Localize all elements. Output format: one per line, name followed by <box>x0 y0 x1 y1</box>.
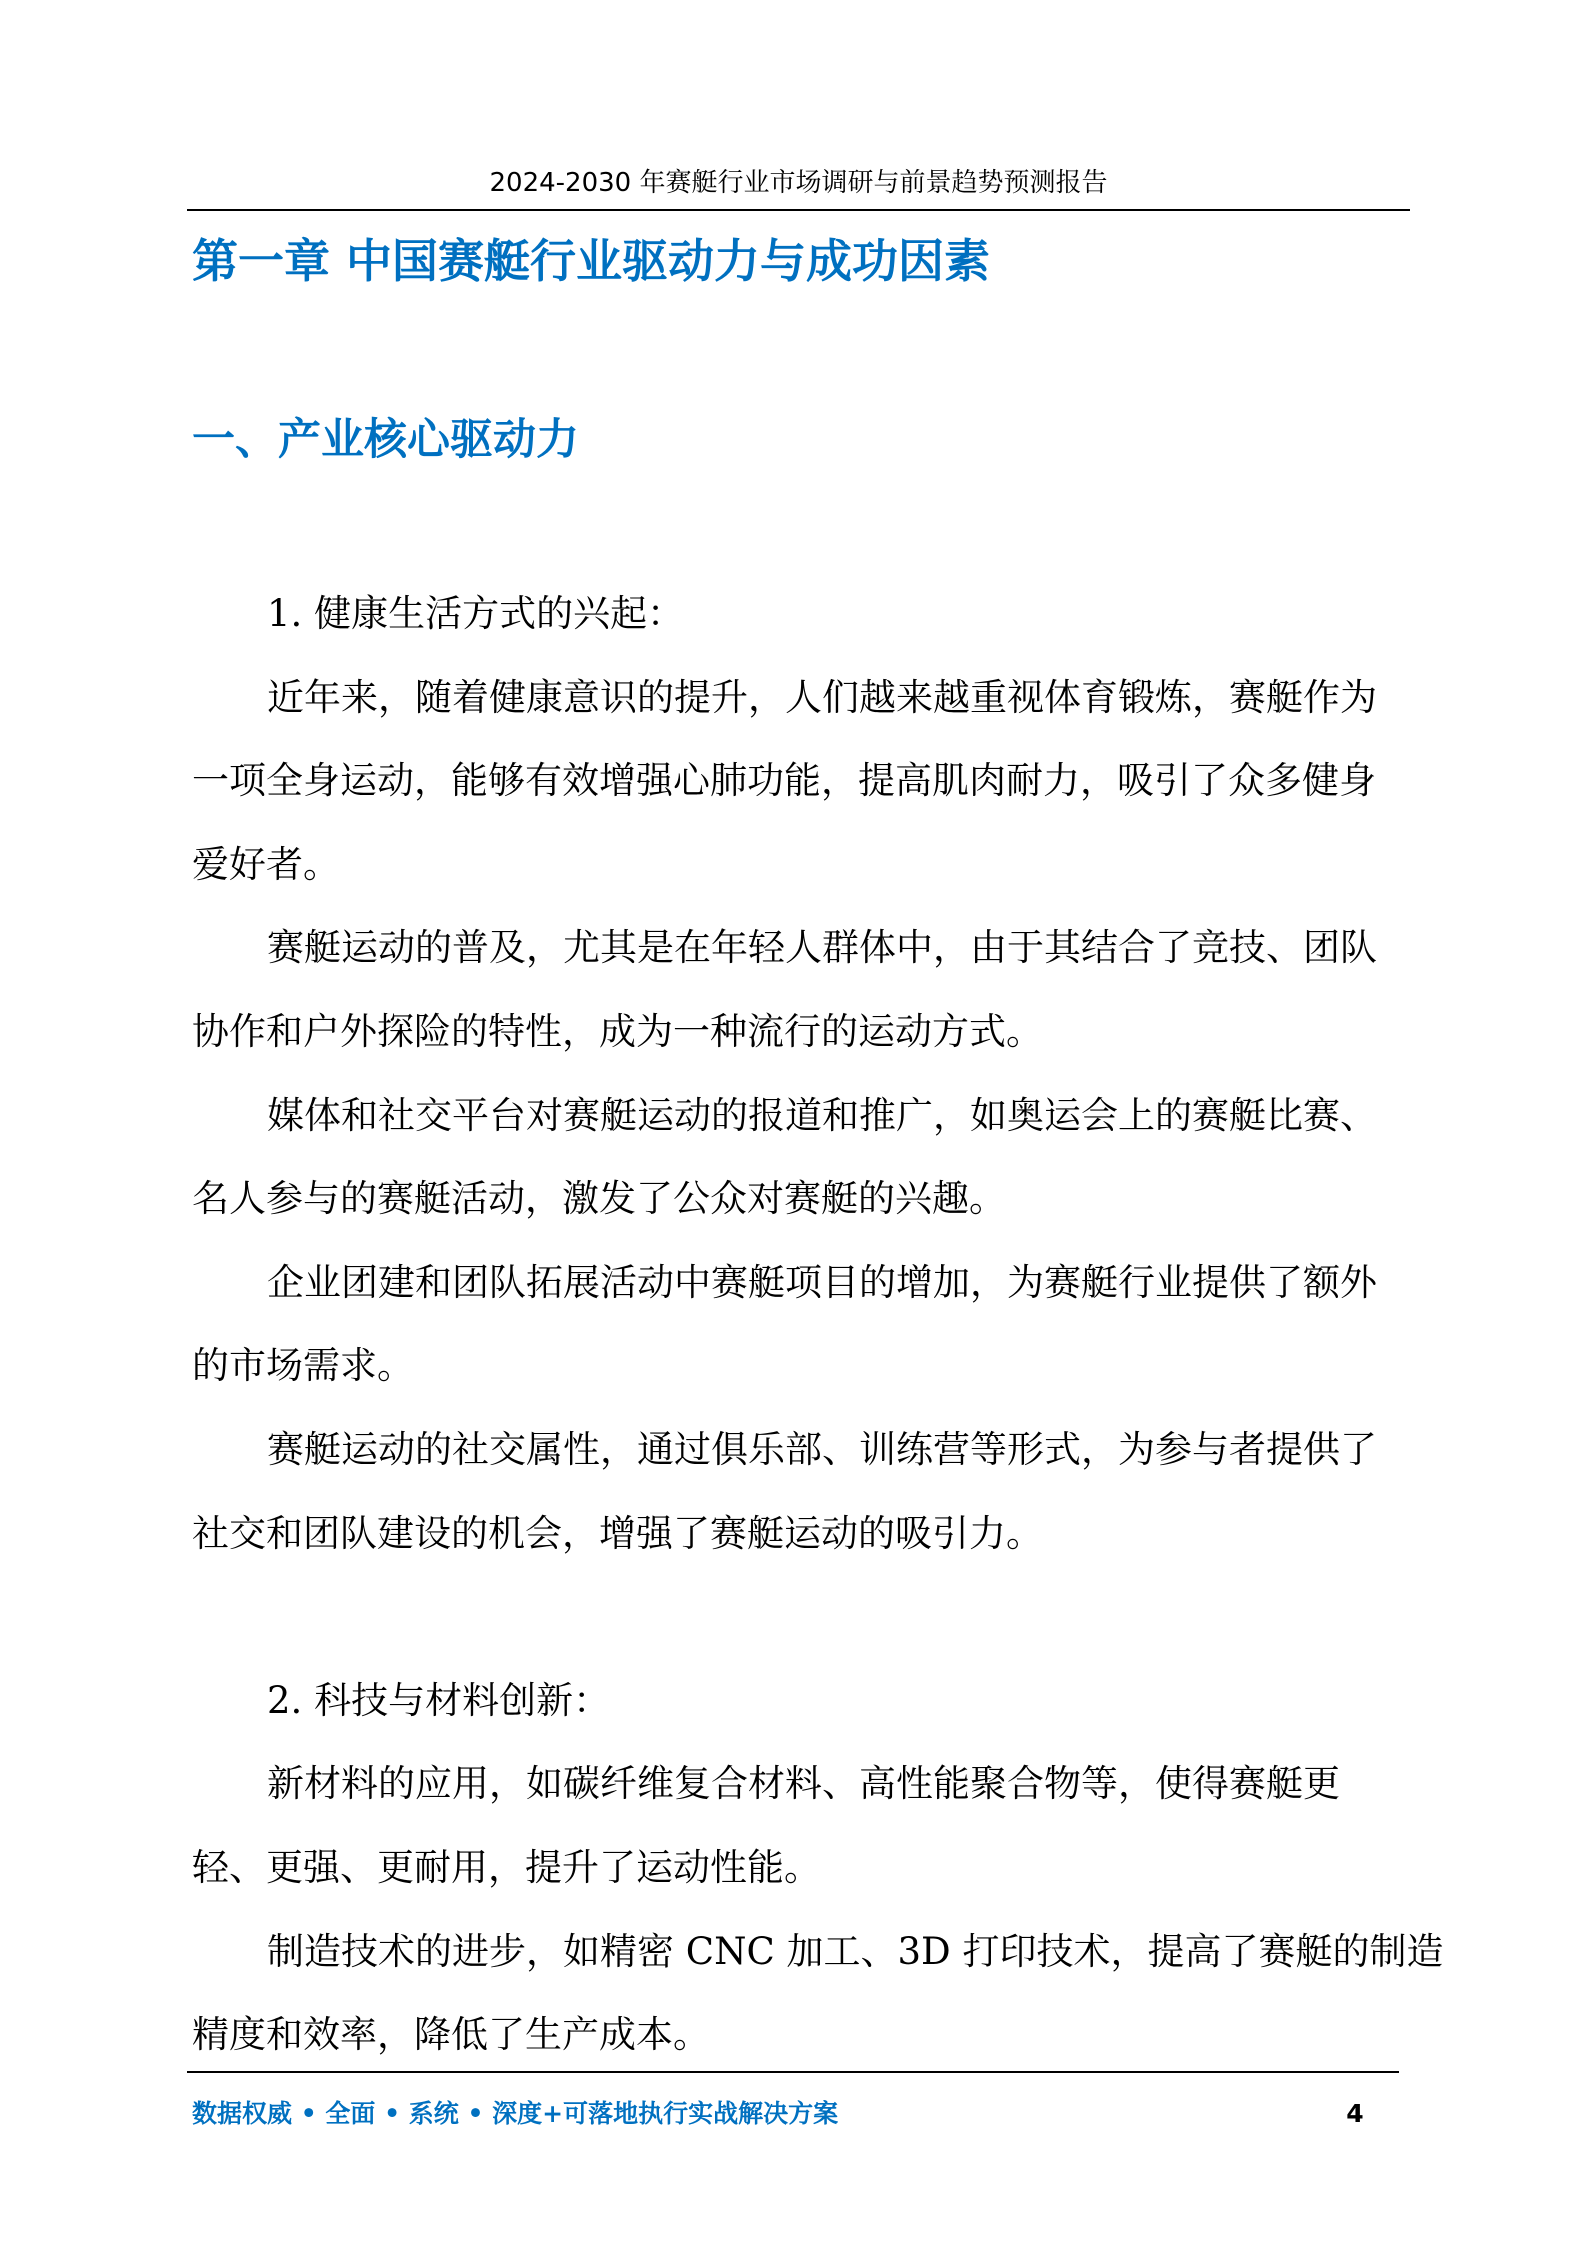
paragraph-line: 的市场需求。 <box>192 1344 414 1388</box>
subsection-1 <box>192 572 1392 1575</box>
subsection-heading: 2. 科技与材料创新： <box>267 1678 611 1722</box>
footer-slogan: 数据权威 • 全面 • 系统 • 深度+可落地执行实战解决方案 <box>192 2099 839 2128</box>
paragraph-line: 企业团建和团队拓展活动中赛艇项目的增加，为赛艇行业提供了额外 <box>267 1260 1377 1304</box>
paragraph-line: 新材料的应用，如碳纤维复合材料、高性能聚合物等，使得赛艇更 <box>267 1762 1340 1806</box>
running-header: 2024-2030 年赛艇行业市场调研与前景趋势预测报告 <box>489 168 1108 198</box>
paragraph-line: 协作和户外探险的特性，成为一种流行的运动方式。 <box>192 1009 1043 1053</box>
paragraph <box>192 1408 1392 1575</box>
body-content <box>192 572 1444 2077</box>
paragraph <box>192 1074 1392 1241</box>
paragraph-line: 近年来，随着健康意识的提升，人们越来越重视体育锻炼，赛艇作为 <box>267 675 1377 719</box>
chapter-title: 第一章 中国赛艇行业驱动力与成功因素 <box>192 234 991 288</box>
paragraph-line: 一项全身运动，能够有效增强心肺功能，提高肌肉耐力，吸引了众多健身 <box>192 759 1376 803</box>
paragraph-line: 精度和效率，降低了生产成本。 <box>192 2013 710 2057</box>
subsection-2 <box>192 1659 1444 2077</box>
paragraph <box>192 1910 1444 2077</box>
spacer <box>192 1575 1392 1659</box>
paragraph-line: 制造技术的进步，如精密 CNC 加工、3D 打印技术，提高了赛艇的制造 <box>267 1929 1444 1973</box>
paragraph <box>192 656 1392 907</box>
paragraph-line: 赛艇运动的社交属性，通过俱乐部、训练营等形式，为参与者提供了 <box>267 1427 1377 1471</box>
paragraph-line: 赛艇运动的普及，尤其是在年轻人群体中，由于其结合了竞技、团队 <box>267 926 1377 970</box>
paragraph-line: 名人参与的赛艇活动，激发了公众对赛艇的兴趣。 <box>192 1177 1006 1221</box>
section-title: 一、产业核心驱动力 <box>192 415 579 465</box>
paragraph-line: 社交和团队建设的机会，增强了赛艇运动的吸引力。 <box>192 1511 1043 1555</box>
page-number: 4 <box>1346 2099 1364 2128</box>
footer-divider <box>187 2071 1399 2073</box>
paragraph-line: 爱好者。 <box>192 842 340 886</box>
header-divider <box>187 209 1410 211</box>
subsection-heading: 1. 健康生活方式的兴起： <box>267 592 685 635</box>
paragraph-line: 轻、更强、更耐用，提升了运动性能。 <box>192 1845 821 1889</box>
paragraph <box>192 906 1392 1073</box>
paragraph-line: 媒体和社交平台对赛艇运动的报道和推广，如奥运会上的赛艇比赛、 <box>267 1093 1377 1137</box>
paragraph <box>192 1742 1392 1909</box>
paragraph <box>192 1241 1392 1408</box>
